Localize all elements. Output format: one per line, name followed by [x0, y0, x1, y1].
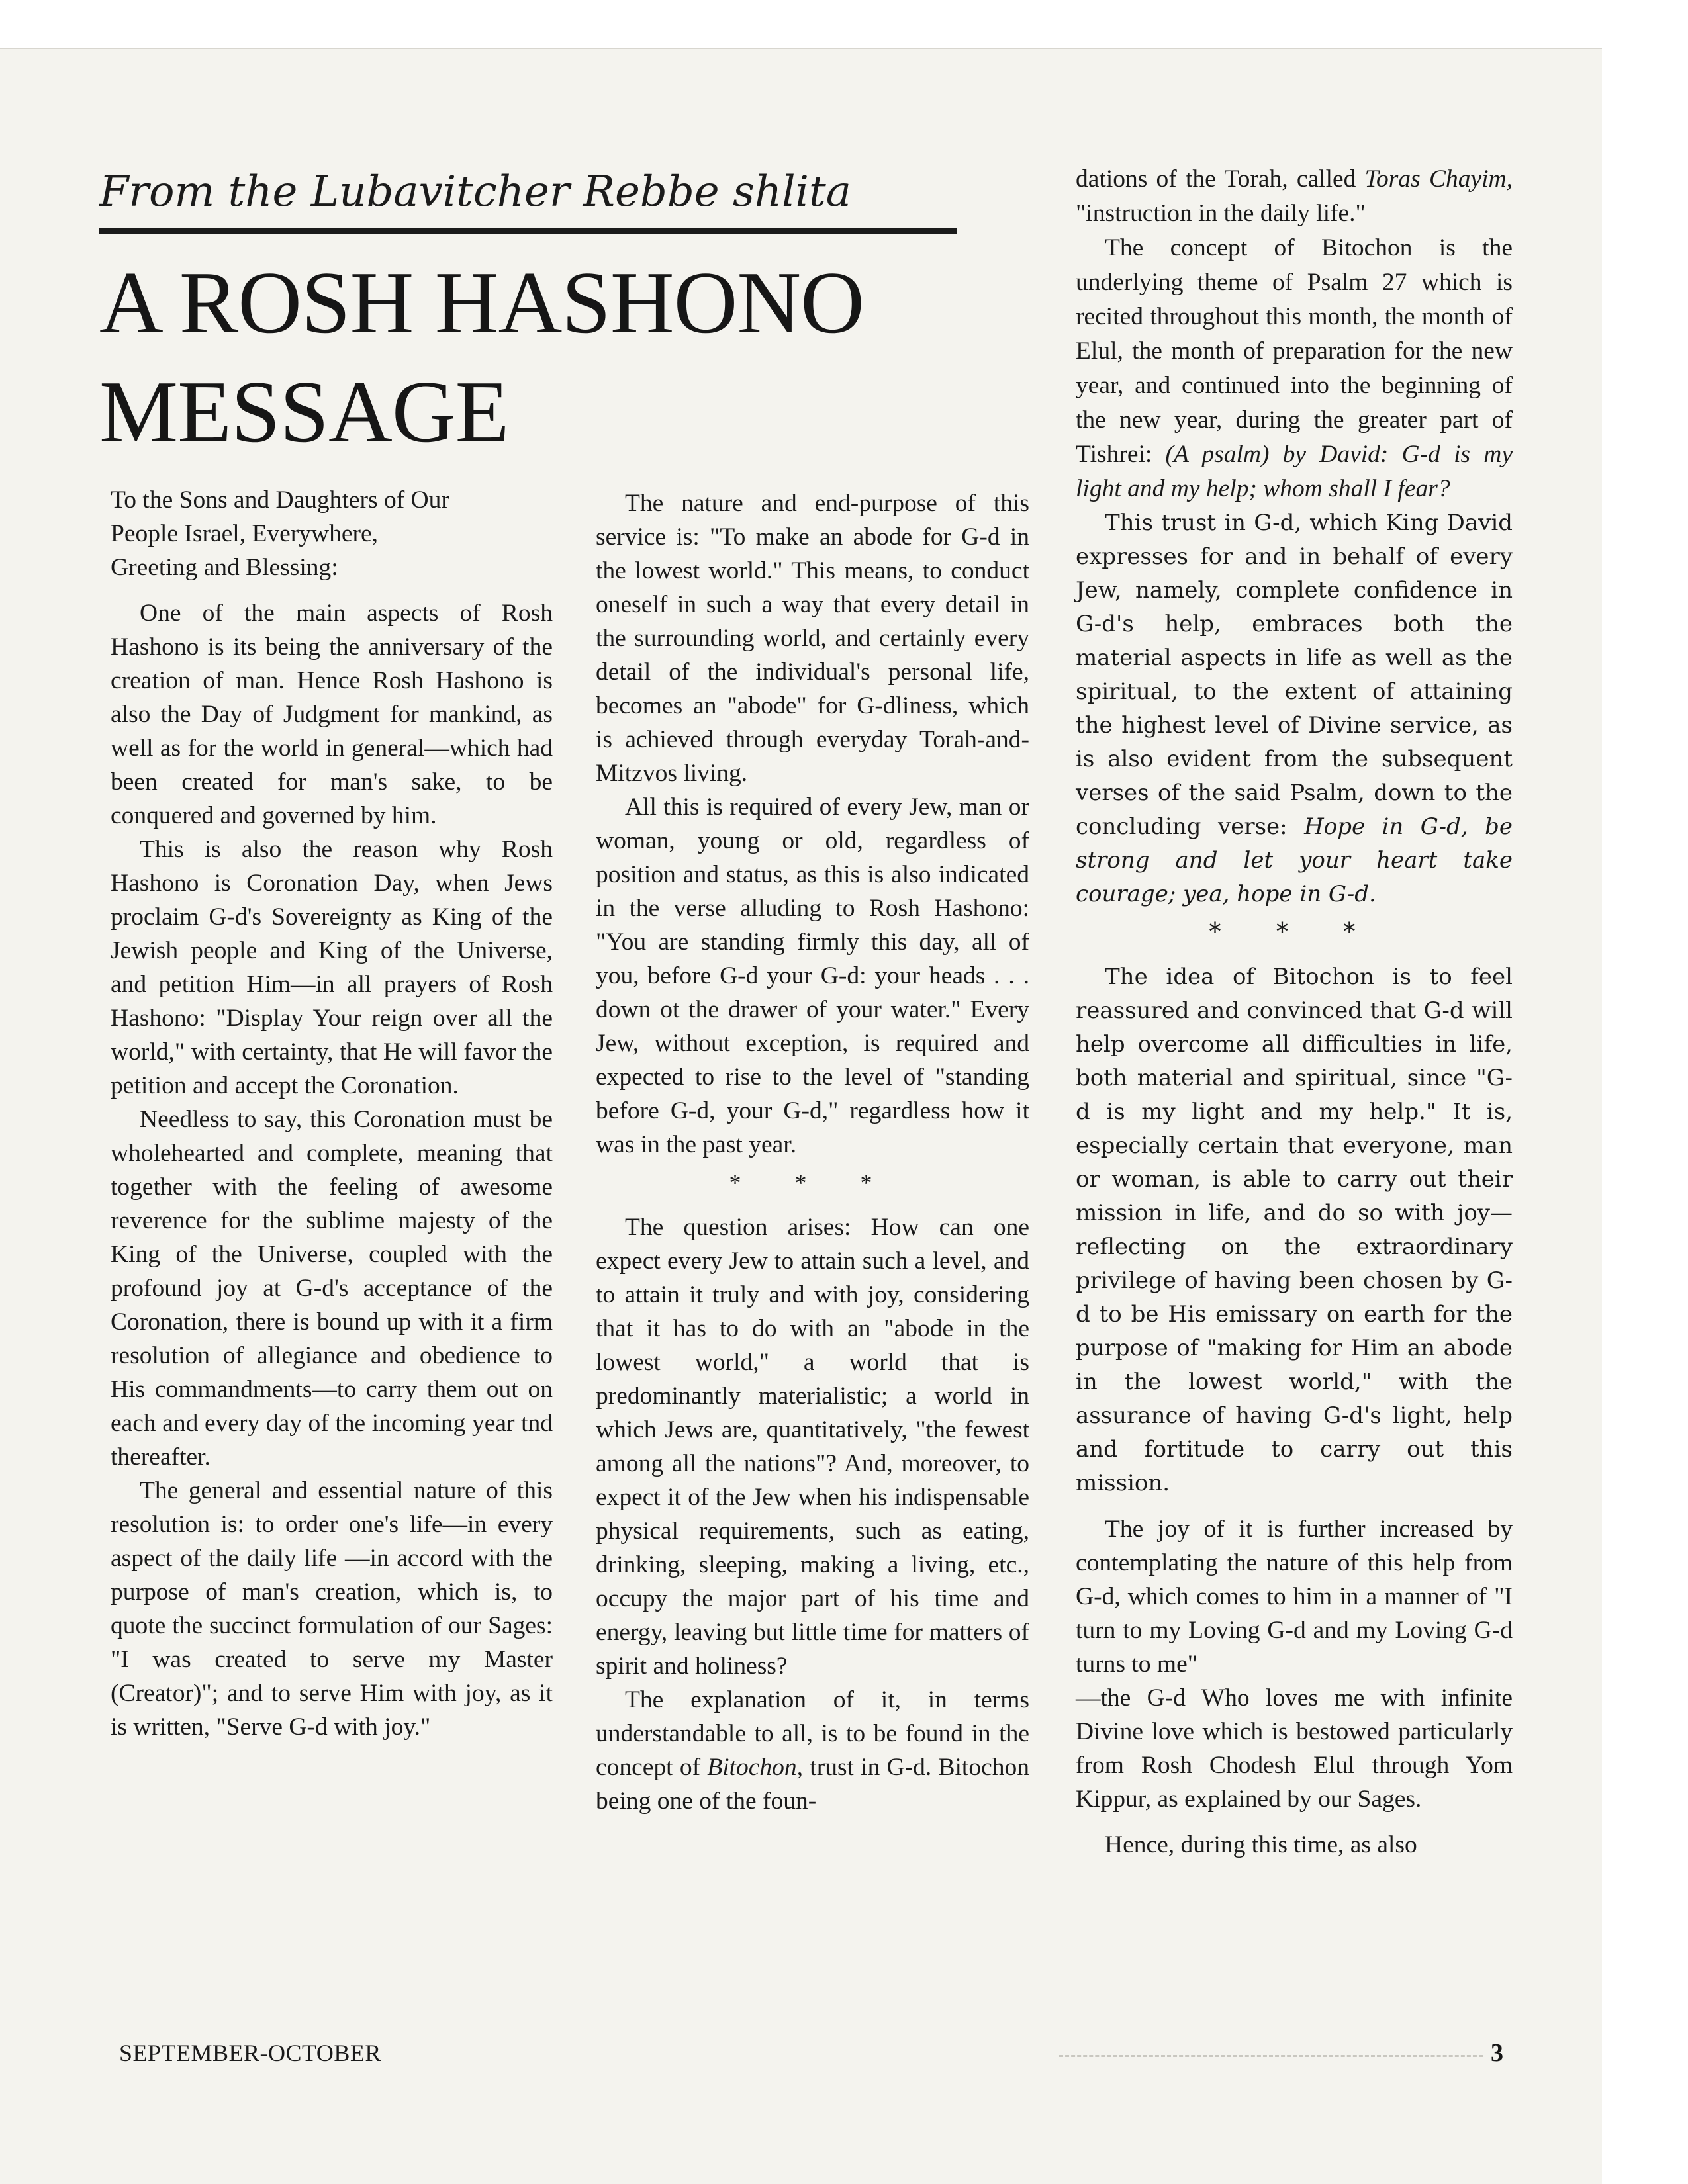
- paragraph: [1076, 162, 1513, 231]
- title-line-1: A ROSH HASHONO: [99, 253, 864, 351]
- kicker-underline: [99, 228, 957, 234]
- paragraph: All this is required of every Jew, man or woman, young or old, regardless of position and status, as this is also indicated in the verse alluding to Rosh Hashono: "You are standing firmly this day, all of you, before G-d your G-d: your heads . . . down ot the drawer of your water." Every Jew, without exception, is required and expected to rise to the level of "standing before G-d, your G-d," regardless how it was in the past year.: [596, 794, 1029, 1158]
- text-run: This trust in G-d, which King David expresses for and in behalf of every Jew, namely, complete confidence in G-d's help, embraces both the material aspects in life as well as the spiritual, to the extent of attaining the highest level of Divine service, as is also evident from the subsequent verses of the said Psalm, down to the concluding verse:: [1076, 510, 1513, 840]
- text-run: dations of the Torah, called: [1076, 165, 1365, 193]
- text-run: trust in G-d. Bitochon being one of the foun-: [596, 1754, 1029, 1815]
- text-run: "instruction in the daily life.": [1076, 200, 1366, 227]
- emphasis-text: Bitochon,: [707, 1754, 804, 1781]
- paragraph: One of the main aspects of Rosh Hashono is its being the anniversary of the creation of man. Hence Rosh Hashono is also the Day of Judgment for mankind, as well as for the world in general—which had been created for man's sake, to be conquered and governed by him.: [111, 600, 553, 829]
- salutation-line-1: To the Sons and Daughters of Our: [111, 486, 449, 514]
- column-1: [111, 483, 553, 1744]
- column-2: [596, 486, 1029, 1818]
- paragraph: Hence, during this time, as also: [1105, 1831, 1417, 1858]
- paragraph: The idea of Bitochon is to feel reassured and convinced that G-d will help overcome all difficulties in life, both material and spiritual, since "G-d is my light and my help." It is, especially certain that everyone, man or woman, is able to carry out their mission in life, and do so with joy—reflecting on the extraordinary privilege of having been chosen by G-d to be His emissary on earth for the purpose of "making for Him an abode in the lowest world," with the assurance of having G-d's light, help and fortitude to carry out this mission.: [1076, 964, 1513, 1496]
- paragraph: Needless to say, this Coronation must be wholehearted and complete, meaning that together with the feeling of awesome reverence for the sublime majesty of the King of the Universe, coupled with the profound joy at G-d's acceptance of the Coronation, there is bound up with it a firm resolution of allegiance and obedience to His commandments—to carry them out on each and every day of the incoming year tnd thereafter.: [111, 1106, 553, 1471]
- paragraph: —the G-d Who loves me with infinite Divine love which is bestowed particularly from Rosh Chodesh Elul through Yom Kippur, as explained by our Sages.: [1076, 1684, 1513, 1813]
- paragraph: [1076, 506, 1513, 911]
- section-divider-stars: * * *: [729, 1169, 896, 1196]
- paragraph: The general and essential nature of this resolution is: to order one's life—in every aspect of the daily life —in accord with the purpose of man's creation, which is, to quote the succinct formulation of our Sages: "I was created to serve my Master (Creator)"; and to serve Him with joy, as it is written, "Serve G-d with joy.": [111, 1477, 553, 1741]
- article-title: [99, 248, 960, 467]
- text-run: The explanation of it, in terms understandable to all, is to be found in the concept of: [596, 1686, 1029, 1781]
- footer-dotted-rule: [1059, 2055, 1483, 2057]
- title-line-2: MESSAGE: [99, 363, 509, 461]
- scan-border-top: [0, 0, 1688, 49]
- paragraph: The nature and end-purpose of this service is: "To make an abode for G-d in the lowest world." This means, to conduct oneself in such a way that every detail in the surrounding world, and certainly every detail of the individual's personal life, becomes an "abode" for G-dliness, which is achieved through everyday Torah-and-Mitzvos living.: [596, 490, 1029, 787]
- emphasis-text: Toras Chayim,: [1364, 165, 1513, 193]
- paragraph: This is also the reason why Rosh Hashono is Coronation Day, when Jews proclaim G-d's Sovereignty as King of the Jewish people and King of the Universe, and petition Him—in all prayers of Rosh Hashono: "Display Your reign over all the world," with certainty, that He will favor the petition and accept the Coronation.: [111, 836, 553, 1099]
- salutation-line-3: Greeting and Blessing:: [111, 554, 338, 581]
- emphasis-text: Hope in G-d, be strong and let your heart take courage; yea, hope in G-d.: [1076, 813, 1513, 907]
- issue-date: SEPTEMBER-OCTOBER: [119, 2040, 381, 2066]
- paragraph: [1076, 231, 1513, 506]
- kicker-heading: From the Lubavitcher Rebbe shlita: [99, 167, 851, 216]
- page-number: 3: [1491, 2039, 1503, 2067]
- text-run: The concept of Bitochon is the underlying theme of Psalm 27 which is recited throughout this month, the month of Elul, the month of preparation for the new year, and continued into the beginning of the new year, during the greater part of Tishrei:: [1076, 234, 1513, 468]
- paragraph: The joy of it is further increased by contemplating the nature of this help from G-d, which comes to him in a manner of "I turn to my Loving G-d and my Loving G-d turns to me": [1076, 1516, 1513, 1678]
- section-divider-stars: * * *: [1209, 919, 1380, 946]
- paragraph: The question arises: How can one expect every Jew to attain such a level, and to attain it truly and with joy, considering that it has to do with an "abode in the lowest world," a world that is predominantly materialistic; a world in which Jews are, quantitatively, "the fewest among all the nations"? And, moreover, to expect it of the Jew when his indispensable physical requirements, such as eating, drinking, sleeping, making a living, etc., occupy the major part of his time and energy, leaving but little time for matters of spirit and holiness?: [596, 1214, 1029, 1680]
- paragraph: [596, 1683, 1029, 1818]
- scan-border-right: [1602, 46, 1688, 2184]
- salutation-line-2: People Israel, Everywhere,: [111, 520, 378, 547]
- column-3: [1076, 162, 1513, 1862]
- emphasis-text: (A psalm) by David: G-d is my light and my help; whom shall I fear?: [1076, 441, 1513, 502]
